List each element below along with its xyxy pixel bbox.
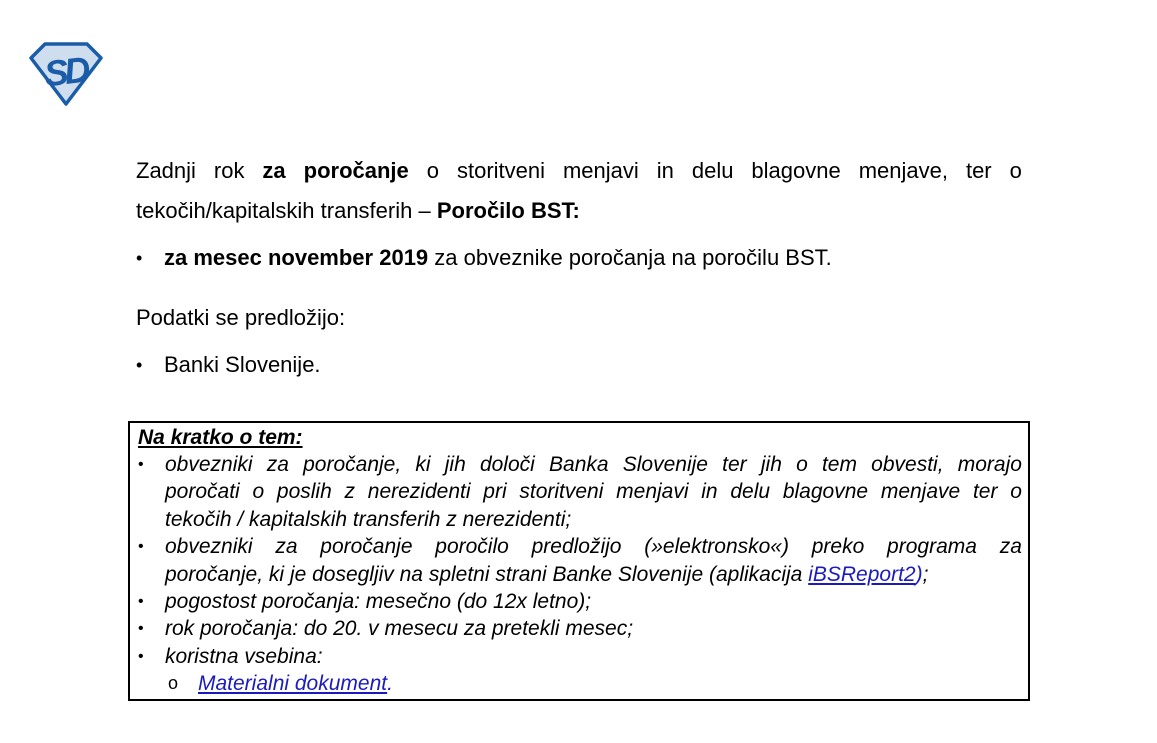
box-bullet-item bbox=[138, 643, 1022, 670]
text-line bbox=[136, 151, 1022, 191]
bullet-marker: • bbox=[136, 248, 143, 268]
text-run: blagovne bbox=[782, 480, 869, 504]
bullet-text bbox=[198, 670, 1022, 697]
text-line bbox=[136, 303, 1022, 333]
text-line bbox=[165, 478, 1022, 505]
text-line bbox=[165, 506, 1022, 533]
box-bullet-item bbox=[138, 533, 1022, 588]
svg-text:SD: SD bbox=[41, 48, 89, 95]
text-run: tem bbox=[821, 453, 857, 476]
bullet-text bbox=[165, 615, 1022, 642]
text-run: jih bbox=[444, 453, 466, 476]
text-run: za bbox=[275, 535, 298, 559]
text-run: tekočih/kapitalskih transferih – bbox=[136, 198, 437, 223]
summary-box bbox=[128, 421, 1030, 701]
text-run: storitveni bbox=[456, 158, 546, 183]
text-run: morajo bbox=[957, 453, 1022, 476]
ibsreport2-link[interactable]: iBSReport2 bbox=[808, 562, 916, 586]
text-run: poročanje, ki je dosegljiv na spletni strani Banke Slovenije (aplikacija bbox=[165, 562, 809, 586]
submission-paragraph bbox=[136, 303, 1022, 333]
intro-paragraph bbox=[136, 151, 1022, 231]
text-run: obvezniki bbox=[165, 453, 253, 476]
text-run: Banka bbox=[549, 453, 609, 476]
text-line bbox=[165, 643, 1022, 670]
text-run: o bbox=[252, 480, 265, 504]
text-run: koristna vsebina: bbox=[165, 644, 323, 668]
text-run: za obveznike poročanja na poročilu BST. bbox=[428, 245, 832, 270]
box-sub-bullet-item bbox=[168, 670, 1022, 697]
bullet-marker: • bbox=[138, 620, 144, 638]
text-run: ; bbox=[922, 562, 929, 586]
text-run: za bbox=[266, 453, 289, 476]
text-line bbox=[164, 243, 1022, 273]
text-run: in bbox=[656, 158, 674, 183]
text-run: nerezidenti bbox=[367, 480, 471, 504]
text-run: Banki Slovenije. bbox=[164, 352, 321, 377]
text-run: za bbox=[999, 535, 1022, 559]
text-line bbox=[198, 670, 1022, 697]
text-run: poročilo bbox=[435, 535, 509, 559]
text-run: Slovenije bbox=[622, 453, 708, 476]
text-run: določi bbox=[479, 453, 535, 476]
recipient-bullet-item bbox=[136, 350, 1022, 380]
text-run: Na kratko o tem: bbox=[138, 426, 303, 449]
text-run: menjave, bbox=[858, 158, 948, 183]
text-run: delu bbox=[691, 158, 734, 183]
text-run: z bbox=[344, 480, 356, 504]
text-run: ter bbox=[722, 453, 747, 476]
text-run: storitveni bbox=[519, 480, 604, 504]
text-run: rok bbox=[213, 158, 245, 183]
text-run: in bbox=[701, 480, 718, 504]
text-line bbox=[165, 561, 1022, 588]
sd-logo-icon bbox=[29, 41, 103, 107]
text-run: za mesec november 2019 bbox=[164, 245, 429, 270]
text-run: menjavi bbox=[616, 480, 689, 504]
text-line bbox=[138, 425, 1022, 451]
bullet-marker: • bbox=[138, 593, 144, 611]
bullet-text bbox=[165, 643, 1022, 670]
materialni-dokument-link-tail[interactable]: . bbox=[387, 672, 393, 696]
text-run: blagovne bbox=[751, 158, 841, 183]
materialni-dokument-link[interactable]: Materialni dokument bbox=[198, 672, 388, 696]
text-run: poročanje, bbox=[303, 453, 402, 476]
text-run: poročanje bbox=[303, 158, 409, 183]
text-run: (»elektronsko«) bbox=[644, 535, 789, 559]
bullet-marker: o bbox=[168, 673, 179, 694]
text-line bbox=[165, 615, 1022, 642]
bullet-marker: • bbox=[138, 538, 144, 556]
box-bullet-list bbox=[138, 451, 1022, 698]
text-run: o bbox=[1009, 158, 1022, 183]
ibsreport2-link-tail[interactable]: ) bbox=[915, 562, 923, 586]
text-run: poročati bbox=[165, 480, 240, 504]
deadline-bullet-item bbox=[136, 243, 1022, 273]
text-run: obvesti, bbox=[871, 453, 944, 476]
text-run: poročanje bbox=[320, 535, 413, 559]
text-run: o bbox=[426, 158, 439, 183]
summary-box-title bbox=[138, 425, 1022, 451]
text-run: ter bbox=[965, 158, 992, 183]
text-line bbox=[165, 451, 1022, 478]
text-run: delu bbox=[730, 480, 771, 504]
text-line bbox=[165, 533, 1022, 560]
text-run: programa bbox=[887, 535, 977, 559]
text-run: Poročilo BST: bbox=[436, 198, 580, 223]
bullet-text bbox=[165, 533, 1022, 588]
bullet-text bbox=[165, 451, 1022, 533]
text-line bbox=[165, 588, 1022, 615]
text-run: o bbox=[1010, 480, 1022, 504]
text-run: ter bbox=[972, 480, 998, 504]
text-run: ki bbox=[415, 453, 431, 476]
text-run: tekočih / kapitalskih transferih z nerezidenti; bbox=[165, 507, 572, 531]
text-run: obvezniki bbox=[165, 535, 253, 559]
box-bullet-item bbox=[138, 451, 1022, 533]
text-run: poslih bbox=[276, 480, 332, 504]
text-run: Podatki se predložijo: bbox=[136, 305, 346, 330]
bullet-text bbox=[164, 350, 1022, 380]
text-line bbox=[136, 191, 1022, 231]
box-bullet-item bbox=[138, 615, 1022, 642]
text-run: menjave bbox=[880, 480, 961, 504]
text-run: preko bbox=[811, 535, 865, 559]
text-run: za bbox=[262, 158, 286, 183]
bullet-text bbox=[164, 243, 1022, 273]
text-run: jih bbox=[760, 453, 782, 476]
text-line bbox=[164, 350, 1022, 380]
text-run: o bbox=[796, 453, 808, 476]
bullet-text bbox=[165, 588, 1022, 615]
text-run: pogostost poročanja: mesečno (do 12x letno); bbox=[165, 590, 592, 614]
text-run: menjavi bbox=[562, 158, 639, 183]
text-run: rok poročanja: do 20. v mesecu za pretekli mesec; bbox=[165, 617, 634, 641]
text-run: predložijo bbox=[531, 535, 622, 559]
bullet-marker: • bbox=[138, 456, 144, 473]
text-run: pri bbox=[483, 480, 507, 504]
text-run: Zadnji bbox=[136, 158, 196, 183]
bullet-marker: • bbox=[138, 647, 144, 665]
bullet-marker: • bbox=[136, 355, 143, 375]
box-bullet-item bbox=[138, 588, 1022, 615]
